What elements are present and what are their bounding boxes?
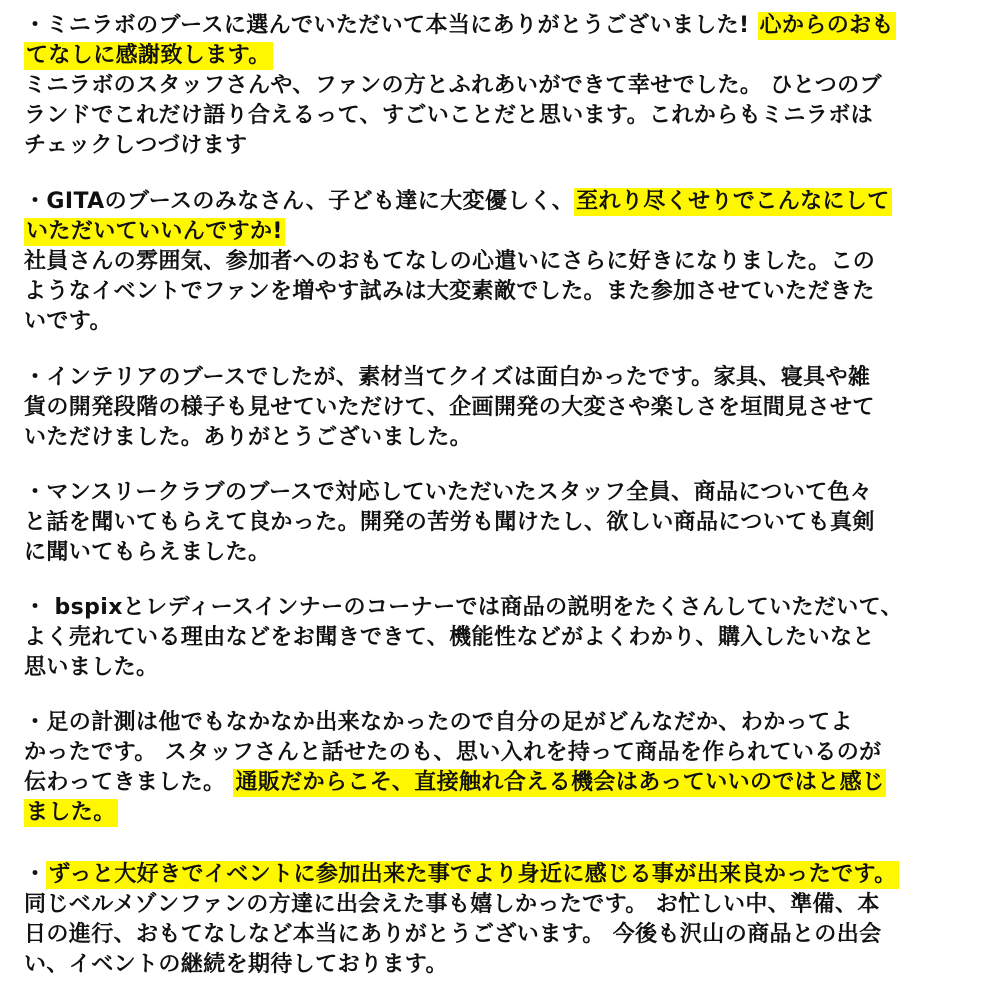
comment-line [24, 477, 872, 509]
comment-text: ・GITAのブースのみなさん、子ども達に大変優しく、 [24, 189, 575, 214]
comment-text: よく売れている理由などをお聞きできて、機能性などがよくわかり、購入したいなと [24, 625, 875, 650]
comment-line [24, 246, 875, 278]
comment-text: かったです。 スタッフさんと話せたのも、思い入れを持って商品を作られているのが [24, 740, 882, 765]
comment-text: に聞いてもらえました。 [24, 540, 271, 565]
comment-line [24, 707, 853, 739]
comment-line [24, 652, 158, 684]
comment-text: ・インテリアのブースでしたが、素材当てクイズは面白かったです。家具、寝具や雑 [24, 365, 871, 390]
highlighted-text: ずっと大好きでイベントに参加出来た事でより身近に感じる事が出来良かったです。 [48, 862, 897, 887]
comment-text: 同じベルメゾンファンの方達に出会えた事も嬉しかったです。 お忙しい中、準備、本 [24, 892, 880, 917]
comment-line [24, 70, 882, 102]
comment-text: 社員さんの雰囲気、参加者へのおもてなしの心遣いにさらに好きになりました。この [24, 249, 876, 274]
comment-line [24, 889, 880, 921]
comment-line [24, 10, 896, 42]
comment-line [24, 949, 448, 981]
highlighted-text: てなしに感謝致します。 [26, 43, 271, 68]
comment-line [24, 507, 875, 539]
comment-line [24, 362, 870, 394]
comment-line [24, 306, 112, 338]
highlighted-text: 通販だからこそ、直接触れ合える機会はあっていいのではと感じ [235, 770, 885, 795]
comment-text: い、イベントの継続を期待しております。 [24, 952, 448, 977]
comment-text: 思いました。 [24, 655, 159, 680]
comment-line [24, 422, 472, 454]
comment-line [24, 859, 899, 891]
comment-text: ようなイベントでファンを増やす試みは大変素敵でした。また参加させていただきた [24, 279, 875, 304]
comment-text: 貨の開発段階の様子も見せていただけて、企画開発の大変さや楽しさを垣間見させて [24, 395, 875, 420]
comment-text: ・足の計測は他でもなかなか出来なかったので自分の足がどんなだか、わかってよ [24, 710, 853, 735]
comment-text: ランドでこれだけ語り合えるって、すごいことだと思います。これからもミニラボは [24, 103, 874, 128]
comment-line [24, 737, 882, 769]
comment-line [24, 100, 873, 132]
comment-line [24, 186, 892, 218]
highlighted-text: ました。 [26, 800, 116, 825]
highlighted-text: 至れり尽くせりでこんなにして [576, 189, 890, 214]
comment-text: いです。 [24, 309, 112, 334]
comment-text: ・ [24, 862, 47, 887]
comment-line [24, 130, 247, 162]
comment-text: ・マンスリークラブのブースで対応していただいたスタッフ全員、商品について色々 [24, 480, 873, 505]
comment-line [24, 537, 270, 569]
comment-line [24, 40, 273, 72]
highlighted-text: いただいていいんですか! [26, 219, 283, 244]
comment-line [24, 276, 875, 308]
comment-line [24, 216, 285, 248]
comment-text: チェックしつづけます [24, 133, 248, 158]
comment-line [24, 767, 886, 799]
comment-text: ミニラボのスタッフさんや、ファンの方とふれあいができて幸せでした。 ひとつのブ [24, 73, 882, 98]
comment-text: 日の進行、おもてなしなど本当にありがとうございます。 今後も沢山の商品との出会 [24, 922, 882, 947]
comment-text: ・ミニラボのブースに選んでいただいて本当にありがとうございました! [24, 13, 758, 38]
comment-line [24, 797, 118, 829]
comment-line [24, 919, 882, 951]
comment-line [24, 592, 903, 624]
comment-line [24, 392, 875, 424]
highlighted-text: 心からのおも [759, 13, 894, 38]
comment-text: ・ bspixとレディースインナーのコーナーでは商品の説明をたくさんしていただいて、 [24, 595, 904, 620]
comment-text: 伝わってきました。 [24, 770, 234, 795]
comment-text: いただけました。ありがとうございました。 [24, 425, 473, 450]
comment-line [24, 622, 875, 654]
comment-text: と話を聞いてもらえて良かった。開発の苦労も聞けたし、欲しい商品についても真剣 [24, 510, 875, 535]
